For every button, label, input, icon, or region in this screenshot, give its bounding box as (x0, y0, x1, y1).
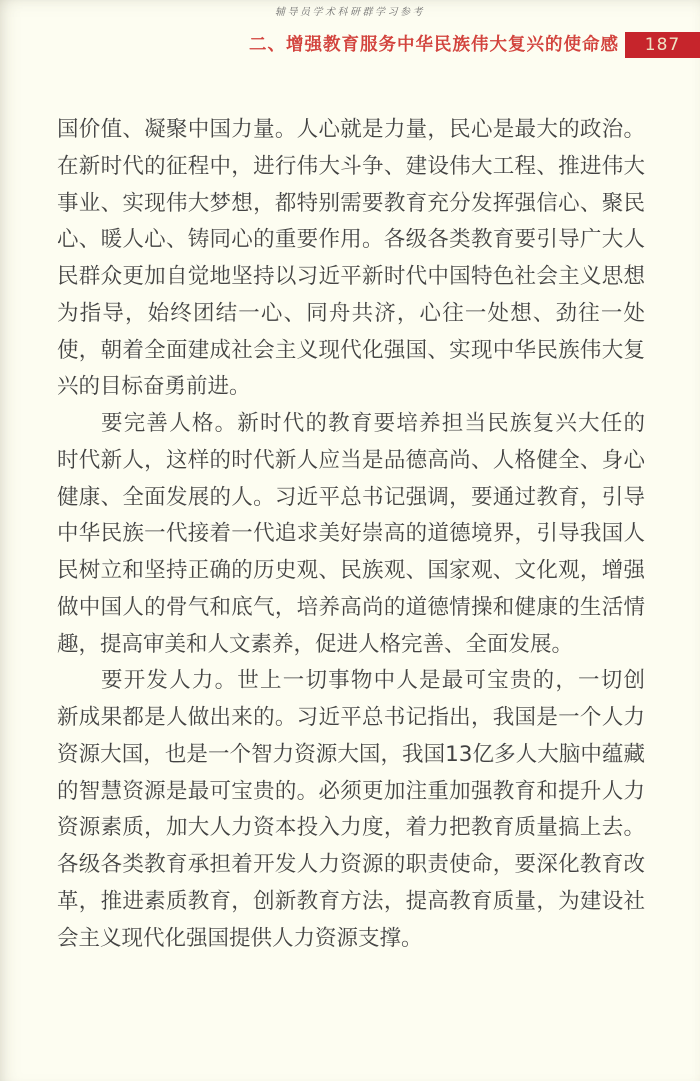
page-number-badge (625, 32, 700, 58)
text-line: 资源素质，加大人力资本投入力度，着力把教育质量搞上去。 (57, 815, 645, 841)
text-line: 健康、全面发展的人。习近平总书记强调，要通过教育，引导 (57, 484, 645, 510)
text-line: 事业、实现伟大梦想，都特别需要教育充分发挥强信心、聚民 (57, 190, 645, 216)
text-line: 国价值、凝聚中国力量。人心就是力量，民心是最大的政治。 (57, 117, 645, 142)
text-line: 在新时代的征程中，进行伟大斗争、建设伟大工程、推进伟大 (57, 153, 645, 179)
text-line: 要开发人力。世上一切事物中人是最可宝贵的，一切创 (101, 668, 645, 694)
text-line: 兴的目标奋勇前进。 (57, 374, 251, 400)
text-line: 会主义现代化强国提供人力资源支撑。 (57, 925, 423, 951)
text-line: 民树立和坚持正确的历史观、民族观、国家观、文化观，增强 (57, 558, 645, 583)
text-line: 中华民族一代接着一代追求美好崇高的道德境界，引导我国人 (57, 521, 645, 547)
text-line: 心、暖人心、铸同心的重要作用。各级各类教育要引导广大人 (57, 227, 645, 253)
top-annotation: 辅导员学术科研群学习参考 (275, 7, 425, 18)
text-line: 各级各类教育承担着开发人力资源的职责使命，要深化教育改 (57, 852, 645, 877)
text-line: 做中国人的骨气和底气，培养高尚的道德情操和健康的生活情 (57, 594, 645, 620)
body-text (57, 112, 645, 957)
chapter-header (0, 31, 700, 59)
text-line: 民群众更加自觉地坚持以习近平新时代中国特色社会主义思想 (57, 264, 645, 289)
text-line: 时代新人，这样的时代新人应当是品德高尚、人格健全、身心 (57, 447, 645, 473)
chapter-title: 二、增强教育服务中华民族伟大复兴的使命感 (249, 35, 619, 55)
text-line: 革，推进素质教育，创新教育方法，提高教育质量，为建设社 (57, 888, 645, 914)
page-number: 187 (644, 35, 681, 55)
text-line: 为指导，始终团结一心、同舟共济，心往一处想、劲往一处 (57, 300, 645, 326)
text-line: 趣，提高审美和人文素养，促进人格完善、全面发展。 (57, 631, 574, 657)
text-line: 资源大国，也是一个智力资源大国，我国13亿多人大脑中蕴藏 (57, 741, 645, 767)
text-line: 新成果都是人做出来的。习近平总书记指出，我国是一个人力 (57, 705, 645, 730)
text-line: 使，朝着全面建成社会主义现代化强国、实现中华民族伟大复 (57, 337, 645, 363)
text-line: 要完善人格。新时代的教育要培养担当民族复兴大任的 (101, 411, 645, 436)
text-line: 的智慧资源是最可宝贵的。必须更加注重加强教育和提升人力 (57, 778, 645, 804)
